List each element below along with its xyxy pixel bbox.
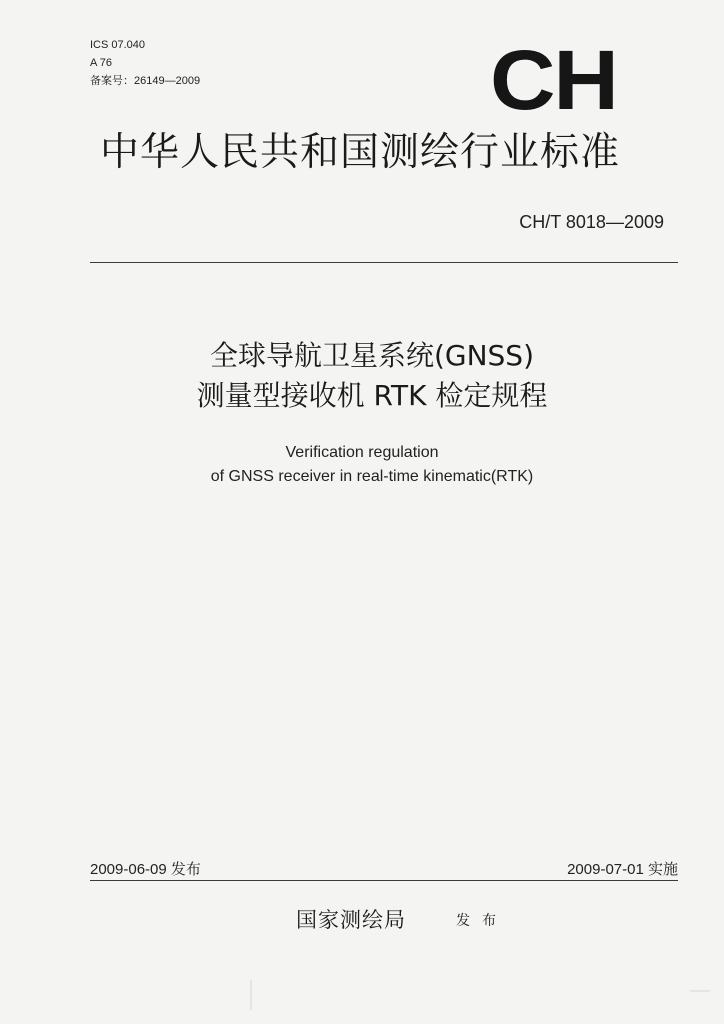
- issue-date: 2009-06-09 发布: [90, 861, 201, 878]
- title-en-line2: of GNSS receiver in real-time kinematic(RTK): [210, 468, 534, 485]
- standard-code: CH/T 8018—2009: [519, 212, 664, 232]
- record-number: 备案号：26149—2009: [90, 75, 201, 87]
- classification-code: A 76: [90, 57, 113, 69]
- ics-code: ICS 07.040: [90, 39, 146, 51]
- scan-mark: [690, 990, 710, 992]
- standard-category-title: 中华人民共和国测绘行业标准: [100, 130, 621, 175]
- title-cn-line2: 测量型接收机 RTK 检定规程: [196, 379, 548, 412]
- header-divider: [90, 262, 678, 263]
- issuing-action: 发布: [456, 913, 508, 929]
- implementation-date: 2009-07-01 实施: [567, 861, 678, 878]
- scan-mark: [250, 980, 252, 1010]
- footer-divider: [90, 880, 678, 881]
- title-en-line1: Verification regulation: [285, 444, 439, 461]
- title-cn-line1: 全球导航卫星系统(GNSS): [209, 339, 535, 372]
- document-metadata: [90, 36, 200, 90]
- ch-logo: CH: [490, 33, 617, 127]
- issuing-authority: 国家测绘局: [296, 908, 406, 932]
